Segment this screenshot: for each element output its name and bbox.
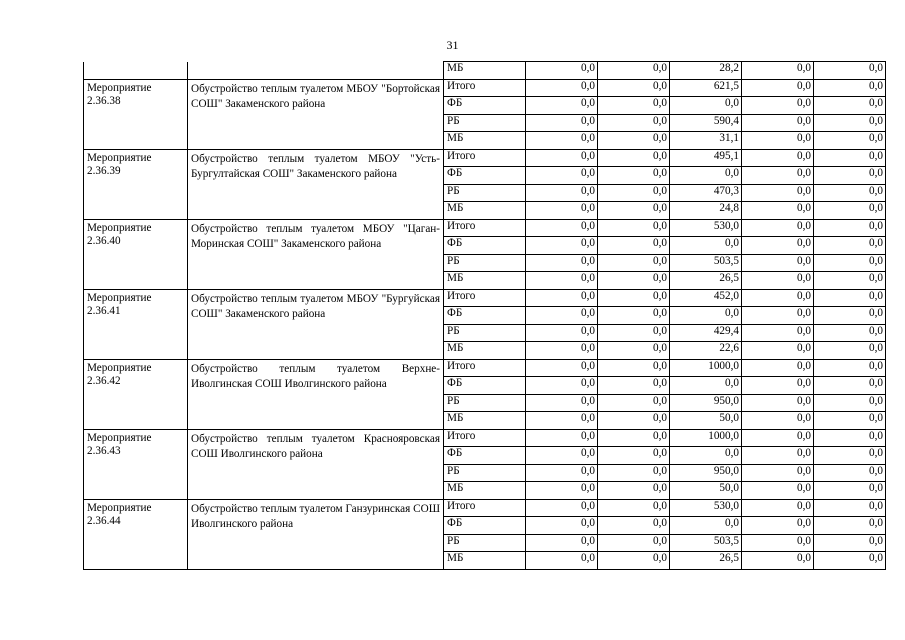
- value-cell: 0,0: [526, 79, 598, 97]
- budget-table: [83, 61, 886, 570]
- value-cell: 950,0: [670, 394, 742, 412]
- value-cell: 0,0: [598, 114, 670, 132]
- value-cell: 429,4: [670, 324, 742, 342]
- funding-source-cell: МБ: [444, 132, 526, 150]
- funding-source-cell: ФБ: [444, 167, 526, 185]
- value-cell: 0,0: [814, 447, 886, 465]
- value-cell: 0,0: [598, 359, 670, 377]
- value-cell: 0,0: [670, 517, 742, 535]
- value-cell: 0,0: [742, 97, 814, 115]
- value-cell: 0,0: [526, 272, 598, 290]
- value-cell: 0,0: [598, 324, 670, 342]
- value-cell: 0,0: [814, 79, 886, 97]
- funding-source-cell: ФБ: [444, 97, 526, 115]
- value-cell: 495,1: [670, 149, 742, 167]
- value-cell: 0,0: [742, 79, 814, 97]
- table-row: [84, 359, 886, 377]
- value-cell: 0,0: [598, 412, 670, 430]
- value-cell: 0,0: [814, 377, 886, 395]
- value-cell: 0,0: [598, 149, 670, 167]
- event-description: Обустройство теплым туалетом МБОУ "Усть-Бургултайская СОШ" Закаменского района: [188, 149, 444, 219]
- value-cell: 31,1: [670, 132, 742, 150]
- event-description: Обустройство теплым туалетом МБОУ "Бортойская СОШ" Закаменского района: [188, 79, 444, 149]
- funding-source-cell: МБ: [444, 412, 526, 430]
- value-cell: 0,0: [526, 482, 598, 500]
- value-cell: 0,0: [526, 499, 598, 517]
- value-cell: 0,0: [742, 149, 814, 167]
- value-cell: 0,0: [742, 132, 814, 150]
- table-row: [84, 289, 886, 307]
- funding-source-cell: МБ: [444, 342, 526, 360]
- value-cell: 0,0: [526, 307, 598, 325]
- value-cell: 0,0: [598, 447, 670, 465]
- value-cell: 24,8: [670, 202, 742, 220]
- value-cell: 0,0: [742, 534, 814, 552]
- funding-source-cell: РБ: [444, 254, 526, 272]
- value-cell: 0,0: [742, 324, 814, 342]
- value-cell: 590,4: [670, 114, 742, 132]
- value-cell: 0,0: [598, 254, 670, 272]
- value-cell: 0,0: [526, 377, 598, 395]
- value-cell: 0,0: [814, 254, 886, 272]
- value-cell: 0,0: [526, 167, 598, 185]
- table-row: [84, 219, 886, 237]
- value-cell: 0,0: [742, 552, 814, 570]
- value-cell: 0,0: [670, 447, 742, 465]
- value-cell: 0,0: [814, 184, 886, 202]
- value-cell: 0,0: [742, 447, 814, 465]
- value-cell: 0,0: [598, 342, 670, 360]
- funding-source-cell: МБ: [444, 552, 526, 570]
- value-cell: 0,0: [742, 184, 814, 202]
- value-cell: 0,0: [526, 149, 598, 167]
- event-description: Обустройство теплым туалетом Ганзуринская СОШ Иволгинского района: [188, 499, 444, 569]
- value-cell: 0,0: [526, 359, 598, 377]
- value-cell: 0,0: [742, 307, 814, 325]
- value-cell: 0,0: [526, 97, 598, 115]
- funding-source-cell: МБ: [444, 482, 526, 500]
- value-cell: 28,2: [670, 62, 742, 80]
- value-cell: 0,0: [742, 517, 814, 535]
- event-label: Мероприятие 2.36.42: [84, 359, 188, 429]
- value-cell: 0,0: [742, 482, 814, 500]
- value-cell: 0,0: [598, 377, 670, 395]
- value-cell: 0,0: [814, 97, 886, 115]
- funding-source-cell: МБ: [444, 202, 526, 220]
- value-cell: 0,0: [814, 62, 886, 80]
- value-cell: 0,0: [526, 534, 598, 552]
- value-cell: 503,5: [670, 254, 742, 272]
- value-cell: 0,0: [598, 79, 670, 97]
- value-cell: 0,0: [598, 307, 670, 325]
- value-cell: 0,0: [742, 412, 814, 430]
- value-cell: 0,0: [742, 202, 814, 220]
- value-cell: 0,0: [598, 517, 670, 535]
- value-cell: 950,0: [670, 464, 742, 482]
- page-number: 31: [446, 38, 459, 52]
- value-cell: 0,0: [814, 499, 886, 517]
- value-cell: 0,0: [742, 499, 814, 517]
- value-cell: 0,0: [814, 534, 886, 552]
- funding-source-cell: Итого: [444, 219, 526, 237]
- value-cell: 0,0: [598, 237, 670, 255]
- value-cell: 0,0: [742, 377, 814, 395]
- value-cell: 0,0: [526, 202, 598, 220]
- value-cell: 0,0: [814, 342, 886, 360]
- funding-source-cell: ФБ: [444, 237, 526, 255]
- value-cell: 0,0: [814, 219, 886, 237]
- value-cell: 0,0: [526, 552, 598, 570]
- value-cell: 0,0: [814, 552, 886, 570]
- value-cell: 0,0: [526, 62, 598, 80]
- value-cell: 0,0: [742, 429, 814, 447]
- event-label: Мероприятие 2.36.39: [84, 149, 188, 219]
- value-cell: 0,0: [814, 167, 886, 185]
- value-cell: 0,0: [598, 482, 670, 500]
- value-cell: 0,0: [814, 482, 886, 500]
- funding-source-cell: РБ: [444, 114, 526, 132]
- value-cell: 0,0: [526, 517, 598, 535]
- description-cell-empty: [188, 62, 444, 80]
- value-cell: 0,0: [742, 254, 814, 272]
- value-cell: 0,0: [814, 324, 886, 342]
- funding-source-cell: ФБ: [444, 377, 526, 395]
- funding-source-cell: РБ: [444, 184, 526, 202]
- value-cell: 26,5: [670, 552, 742, 570]
- value-cell: 0,0: [814, 202, 886, 220]
- value-cell: 0,0: [814, 412, 886, 430]
- value-cell: 0,0: [814, 464, 886, 482]
- value-cell: 0,0: [526, 289, 598, 307]
- value-cell: 0,0: [598, 429, 670, 447]
- value-cell: 621,5: [670, 79, 742, 97]
- value-cell: 0,0: [598, 394, 670, 412]
- value-cell: 452,0: [670, 289, 742, 307]
- value-cell: 0,0: [598, 272, 670, 290]
- value-cell: 0,0: [742, 219, 814, 237]
- event-description: Обустройство теплым туалетом Краснояровская СОШ Иволгинского района: [188, 429, 444, 499]
- event-label: Мероприятие 2.36.44: [84, 499, 188, 569]
- value-cell: 0,0: [670, 97, 742, 115]
- funding-source-cell: Итого: [444, 79, 526, 97]
- table-row: [84, 79, 886, 97]
- value-cell: 0,0: [742, 342, 814, 360]
- value-cell: 0,0: [598, 464, 670, 482]
- funding-source-cell: Итого: [444, 429, 526, 447]
- value-cell: 0,0: [526, 324, 598, 342]
- value-cell: 503,5: [670, 534, 742, 552]
- value-cell: 0,0: [598, 219, 670, 237]
- value-cell: 0,0: [814, 132, 886, 150]
- value-cell: 530,0: [670, 499, 742, 517]
- table-row: [84, 499, 886, 517]
- event-description: Обустройство теплым туалетом МБОУ "Цаган-Моринская СОШ" Закаменского района: [188, 219, 444, 289]
- value-cell: 0,0: [670, 237, 742, 255]
- funding-source-cell: МБ: [444, 62, 526, 80]
- value-cell: 0,0: [526, 254, 598, 272]
- funding-source-cell: Итого: [444, 359, 526, 377]
- value-cell: 0,0: [526, 219, 598, 237]
- value-cell: 0,0: [742, 272, 814, 290]
- value-cell: 0,0: [814, 429, 886, 447]
- table-row-continuation: [84, 62, 886, 80]
- funding-source-cell: Итого: [444, 289, 526, 307]
- value-cell: 0,0: [526, 132, 598, 150]
- value-cell: 0,0: [670, 167, 742, 185]
- value-cell: 0,0: [598, 167, 670, 185]
- funding-source-cell: РБ: [444, 394, 526, 412]
- value-cell: 0,0: [526, 464, 598, 482]
- value-cell: 1000,0: [670, 359, 742, 377]
- value-cell: 0,0: [814, 394, 886, 412]
- value-cell: 0,0: [598, 62, 670, 80]
- funding-source-cell: ФБ: [444, 517, 526, 535]
- value-cell: 0,0: [526, 394, 598, 412]
- value-cell: 0,0: [742, 62, 814, 80]
- value-cell: 0,0: [814, 307, 886, 325]
- value-cell: 0,0: [742, 237, 814, 255]
- value-cell: 0,0: [526, 342, 598, 360]
- value-cell: 0,0: [526, 237, 598, 255]
- table-row: [84, 149, 886, 167]
- value-cell: 0,0: [742, 359, 814, 377]
- value-cell: 0,0: [526, 184, 598, 202]
- funding-source-cell: ФБ: [444, 307, 526, 325]
- value-cell: 0,0: [670, 307, 742, 325]
- value-cell: 0,0: [526, 114, 598, 132]
- value-cell: 0,0: [598, 184, 670, 202]
- value-cell: 0,0: [598, 97, 670, 115]
- funding-source-cell: Итого: [444, 499, 526, 517]
- value-cell: 50,0: [670, 412, 742, 430]
- funding-source-cell: Итого: [444, 149, 526, 167]
- value-cell: 0,0: [742, 289, 814, 307]
- value-cell: 0,0: [814, 272, 886, 290]
- event-description: Обустройство теплым туалетом МБОУ "Бургуйская СОШ" Закаменского района: [188, 289, 444, 359]
- funding-source-cell: МБ: [444, 272, 526, 290]
- value-cell: 0,0: [742, 464, 814, 482]
- value-cell: 0,0: [742, 167, 814, 185]
- table-body: [84, 62, 886, 570]
- value-cell: 26,5: [670, 272, 742, 290]
- value-cell: 22,6: [670, 342, 742, 360]
- value-cell: 0,0: [526, 429, 598, 447]
- table-row: [84, 429, 886, 447]
- event-label: Мероприятие 2.36.40: [84, 219, 188, 289]
- value-cell: 0,0: [598, 552, 670, 570]
- value-cell: 0,0: [814, 289, 886, 307]
- value-cell: 0,0: [814, 517, 886, 535]
- event-cell-empty: [84, 62, 188, 80]
- value-cell: 0,0: [814, 149, 886, 167]
- value-cell: 0,0: [742, 114, 814, 132]
- value-cell: 0,0: [814, 114, 886, 132]
- value-cell: 470,3: [670, 184, 742, 202]
- funding-source-cell: РБ: [444, 464, 526, 482]
- funding-source-cell: ФБ: [444, 447, 526, 465]
- value-cell: 0,0: [598, 289, 670, 307]
- value-cell: 0,0: [598, 499, 670, 517]
- value-cell: 0,0: [742, 394, 814, 412]
- funding-source-cell: РБ: [444, 324, 526, 342]
- value-cell: 0,0: [526, 447, 598, 465]
- value-cell: 1000,0: [670, 429, 742, 447]
- event-label: Мероприятие 2.36.41: [84, 289, 188, 359]
- event-description: Обустройство теплым туалетом Верхне-Иволгинская СОШ Иволгинского района: [188, 359, 444, 429]
- value-cell: 0,0: [526, 412, 598, 430]
- event-label: Мероприятие 2.36.43: [84, 429, 188, 499]
- value-cell: 0,0: [598, 132, 670, 150]
- value-cell: 0,0: [814, 237, 886, 255]
- event-label: Мероприятие 2.36.38: [84, 79, 188, 149]
- value-cell: 0,0: [598, 534, 670, 552]
- value-cell: 0,0: [814, 359, 886, 377]
- value-cell: 0,0: [670, 377, 742, 395]
- value-cell: 0,0: [598, 202, 670, 220]
- funding-source-cell: РБ: [444, 534, 526, 552]
- value-cell: 50,0: [670, 482, 742, 500]
- value-cell: 530,0: [670, 219, 742, 237]
